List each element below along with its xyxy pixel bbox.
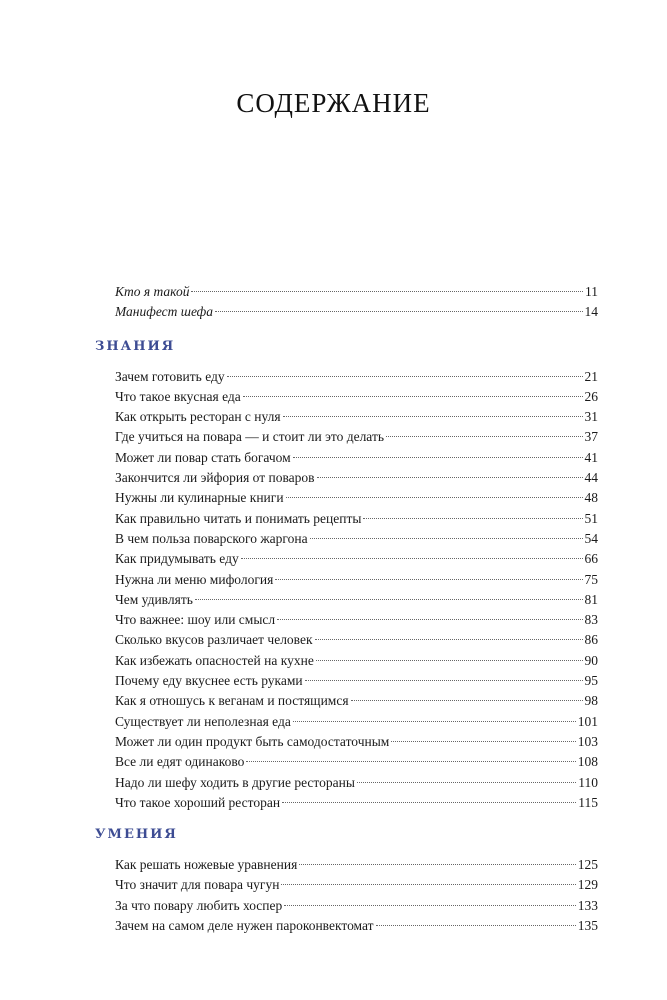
table-of-contents bbox=[0, 282, 667, 936]
toc-entry-page-number: 14 bbox=[584, 304, 598, 320]
spacer bbox=[0, 323, 667, 337]
toc-entry-title: Что важнее: шоу или смысл bbox=[115, 612, 276, 628]
toc-entry-title: Как избежать опасностей на кухне bbox=[115, 652, 314, 668]
toc-entry-page-number: 26 bbox=[584, 388, 598, 404]
toc-entry-page-number: 90 bbox=[584, 652, 598, 668]
dot-leader bbox=[293, 721, 576, 722]
toc-entry-title: Что такое вкусная еда bbox=[115, 388, 241, 404]
dot-leader bbox=[299, 864, 575, 865]
toc-entry-title: Все ли едят одинаково bbox=[115, 754, 245, 770]
toc-entry[interactable] bbox=[115, 916, 598, 936]
intro-list bbox=[0, 282, 667, 323]
toc-entry-page-number: 101 bbox=[577, 713, 598, 729]
toc-entry-title: Надо ли шефу ходить в другие рестораны bbox=[115, 774, 355, 790]
toc-entry-page-number: 108 bbox=[577, 754, 598, 770]
dot-leader bbox=[246, 761, 575, 762]
toc-entry-page-number: 66 bbox=[584, 551, 598, 567]
section-heading: ЗНАНИЯ bbox=[95, 338, 176, 354]
toc-entry[interactable] bbox=[115, 367, 598, 387]
toc-entry-page-number: 48 bbox=[584, 490, 598, 506]
toc-entry-title: Где учиться на повара — и стоит ли это делать bbox=[115, 429, 385, 445]
toc-entry-title: Может ли повар стать богачом bbox=[115, 449, 291, 465]
toc-entry-page-number: 110 bbox=[578, 774, 598, 790]
toc-entry-title: Существует ли неполезная еда bbox=[115, 713, 291, 729]
toc-entry-page-number: 11 bbox=[585, 284, 598, 299]
section-heading: УМЕНИЯ bbox=[95, 827, 178, 843]
dot-leader bbox=[277, 619, 582, 620]
toc-entry[interactable] bbox=[115, 448, 598, 468]
dot-leader bbox=[243, 396, 583, 397]
dot-leader bbox=[227, 376, 583, 377]
toc-entry[interactable] bbox=[115, 630, 598, 650]
toc-entry-page-number: 51 bbox=[584, 510, 598, 526]
toc-entry-title: Почему еду вкуснее есть руками bbox=[115, 673, 303, 689]
toc-entry[interactable] bbox=[115, 407, 598, 427]
toc-entry-page-number: 75 bbox=[584, 571, 598, 587]
toc-entry-page-number: 103 bbox=[577, 733, 598, 749]
dot-leader bbox=[241, 558, 583, 559]
toc-entry[interactable] bbox=[115, 302, 598, 322]
toc-entry-title: За что повару любить хоспер bbox=[115, 897, 283, 913]
toc-entry-page-number: 37 bbox=[584, 429, 598, 445]
toc-entry-title: Сколько вкусов различает человек bbox=[115, 632, 313, 648]
toc-entry[interactable] bbox=[115, 570, 598, 590]
toc-entry-page-number: 21 bbox=[584, 368, 598, 384]
toc-entry-page-number: 41 bbox=[584, 449, 598, 465]
toc-entry-title: Может ли один продукт быть самодостаточным bbox=[115, 733, 390, 749]
toc-entry-title: Как придумывать еду bbox=[115, 551, 239, 567]
toc-entry[interactable] bbox=[115, 671, 598, 691]
toc-entry[interactable] bbox=[115, 610, 598, 630]
toc-entry-title: Как открыть ресторан с нуля bbox=[115, 409, 281, 425]
toc-entry[interactable] bbox=[115, 855, 598, 875]
toc-entry-title: Как правильно читать и понимать рецепты bbox=[115, 510, 362, 526]
toc-entry[interactable] bbox=[115, 590, 598, 610]
dot-leader bbox=[281, 884, 575, 885]
toc-entry-title: Чем удивлять bbox=[115, 591, 193, 607]
toc-entry-page-number: 44 bbox=[584, 470, 598, 486]
toc-entry[interactable] bbox=[115, 712, 598, 732]
toc-entry[interactable] bbox=[115, 875, 598, 895]
toc-entry-page-number: 115 bbox=[578, 794, 598, 810]
toc-entry[interactable] bbox=[115, 752, 598, 772]
toc-entry-title: Нужны ли кулинарные книги bbox=[115, 490, 284, 506]
toc-entry-title: Закончится ли эйфория от поваров bbox=[115, 470, 315, 486]
toc-entry[interactable] bbox=[115, 509, 598, 529]
toc-entry[interactable] bbox=[115, 488, 598, 508]
toc-entry[interactable] bbox=[115, 282, 598, 302]
toc-entry[interactable] bbox=[115, 691, 598, 711]
dot-leader bbox=[376, 925, 576, 926]
toc-entry[interactable] bbox=[115, 387, 598, 407]
toc-entry[interactable] bbox=[115, 773, 598, 793]
toc-entry[interactable] bbox=[115, 468, 598, 488]
toc-entry-page-number: 98 bbox=[584, 693, 598, 709]
toc-entry-page-number: 54 bbox=[584, 530, 598, 546]
toc-entry[interactable] bbox=[115, 793, 598, 813]
dot-leader bbox=[315, 639, 583, 640]
page-title: СОДЕРЖАНИЕ bbox=[236, 88, 431, 118]
toc-entry-title: В чем польза поварского жаргона bbox=[115, 530, 308, 546]
toc-entry[interactable] bbox=[115, 896, 598, 916]
toc-entry-page-number: 125 bbox=[577, 857, 598, 873]
toc-entry-page-number: 86 bbox=[584, 632, 598, 648]
toc-entry-title: Как я отношусь к веганам и постящимся bbox=[115, 693, 349, 709]
toc-entry-title: Что значит для повара чугун bbox=[115, 877, 280, 893]
dot-leader bbox=[293, 457, 583, 458]
toc-entry[interactable] bbox=[115, 651, 598, 671]
toc-entry-title: Зачем на самом деле нужен пароконвектомат bbox=[115, 918, 374, 934]
dot-leader bbox=[282, 802, 576, 803]
toc-entry[interactable] bbox=[115, 427, 598, 447]
dot-leader bbox=[286, 497, 583, 498]
dot-leader bbox=[317, 477, 583, 478]
dot-leader bbox=[351, 700, 583, 701]
spacer bbox=[0, 357, 667, 367]
dot-leader bbox=[305, 680, 583, 681]
toc-entry-page-number: 31 bbox=[584, 409, 598, 425]
toc-entry[interactable] bbox=[115, 549, 598, 569]
spacer bbox=[0, 845, 667, 855]
dot-leader bbox=[357, 782, 576, 783]
toc-entry[interactable] bbox=[115, 732, 598, 752]
toc-entry-page-number: 83 bbox=[584, 612, 598, 628]
dot-leader bbox=[391, 741, 575, 742]
toc-entry-page-number: 133 bbox=[577, 897, 598, 913]
toc-entry[interactable] bbox=[115, 529, 598, 549]
dot-leader bbox=[316, 660, 583, 661]
toc-entry-title: Кто я такой bbox=[115, 284, 190, 299]
toc-entry-page-number: 129 bbox=[577, 877, 598, 893]
dot-leader bbox=[386, 436, 582, 437]
toc-entry-page-number: 95 bbox=[584, 673, 598, 689]
dot-leader bbox=[191, 291, 583, 292]
toc-entry-page-number: 81 bbox=[584, 591, 598, 607]
toc-entry-title: Как решать ножевые уравнения bbox=[115, 857, 298, 873]
toc-entry-title: Зачем готовить еду bbox=[115, 368, 225, 384]
dot-leader bbox=[283, 416, 583, 417]
dot-leader bbox=[275, 579, 582, 580]
sections-list bbox=[0, 337, 667, 937]
spacer bbox=[0, 813, 667, 825]
toc-entry-title: Нужна ли меню мифология bbox=[115, 571, 274, 587]
toc-entry-title: Манифест шефа bbox=[115, 304, 213, 320]
dot-leader bbox=[215, 311, 583, 312]
dot-leader bbox=[310, 538, 583, 539]
dot-leader bbox=[284, 905, 575, 906]
dot-leader bbox=[195, 599, 583, 600]
toc-entry-title: Что такое хороший ресторан bbox=[115, 794, 281, 810]
toc-entry-page-number: 135 bbox=[577, 918, 598, 934]
dot-leader bbox=[363, 518, 582, 519]
